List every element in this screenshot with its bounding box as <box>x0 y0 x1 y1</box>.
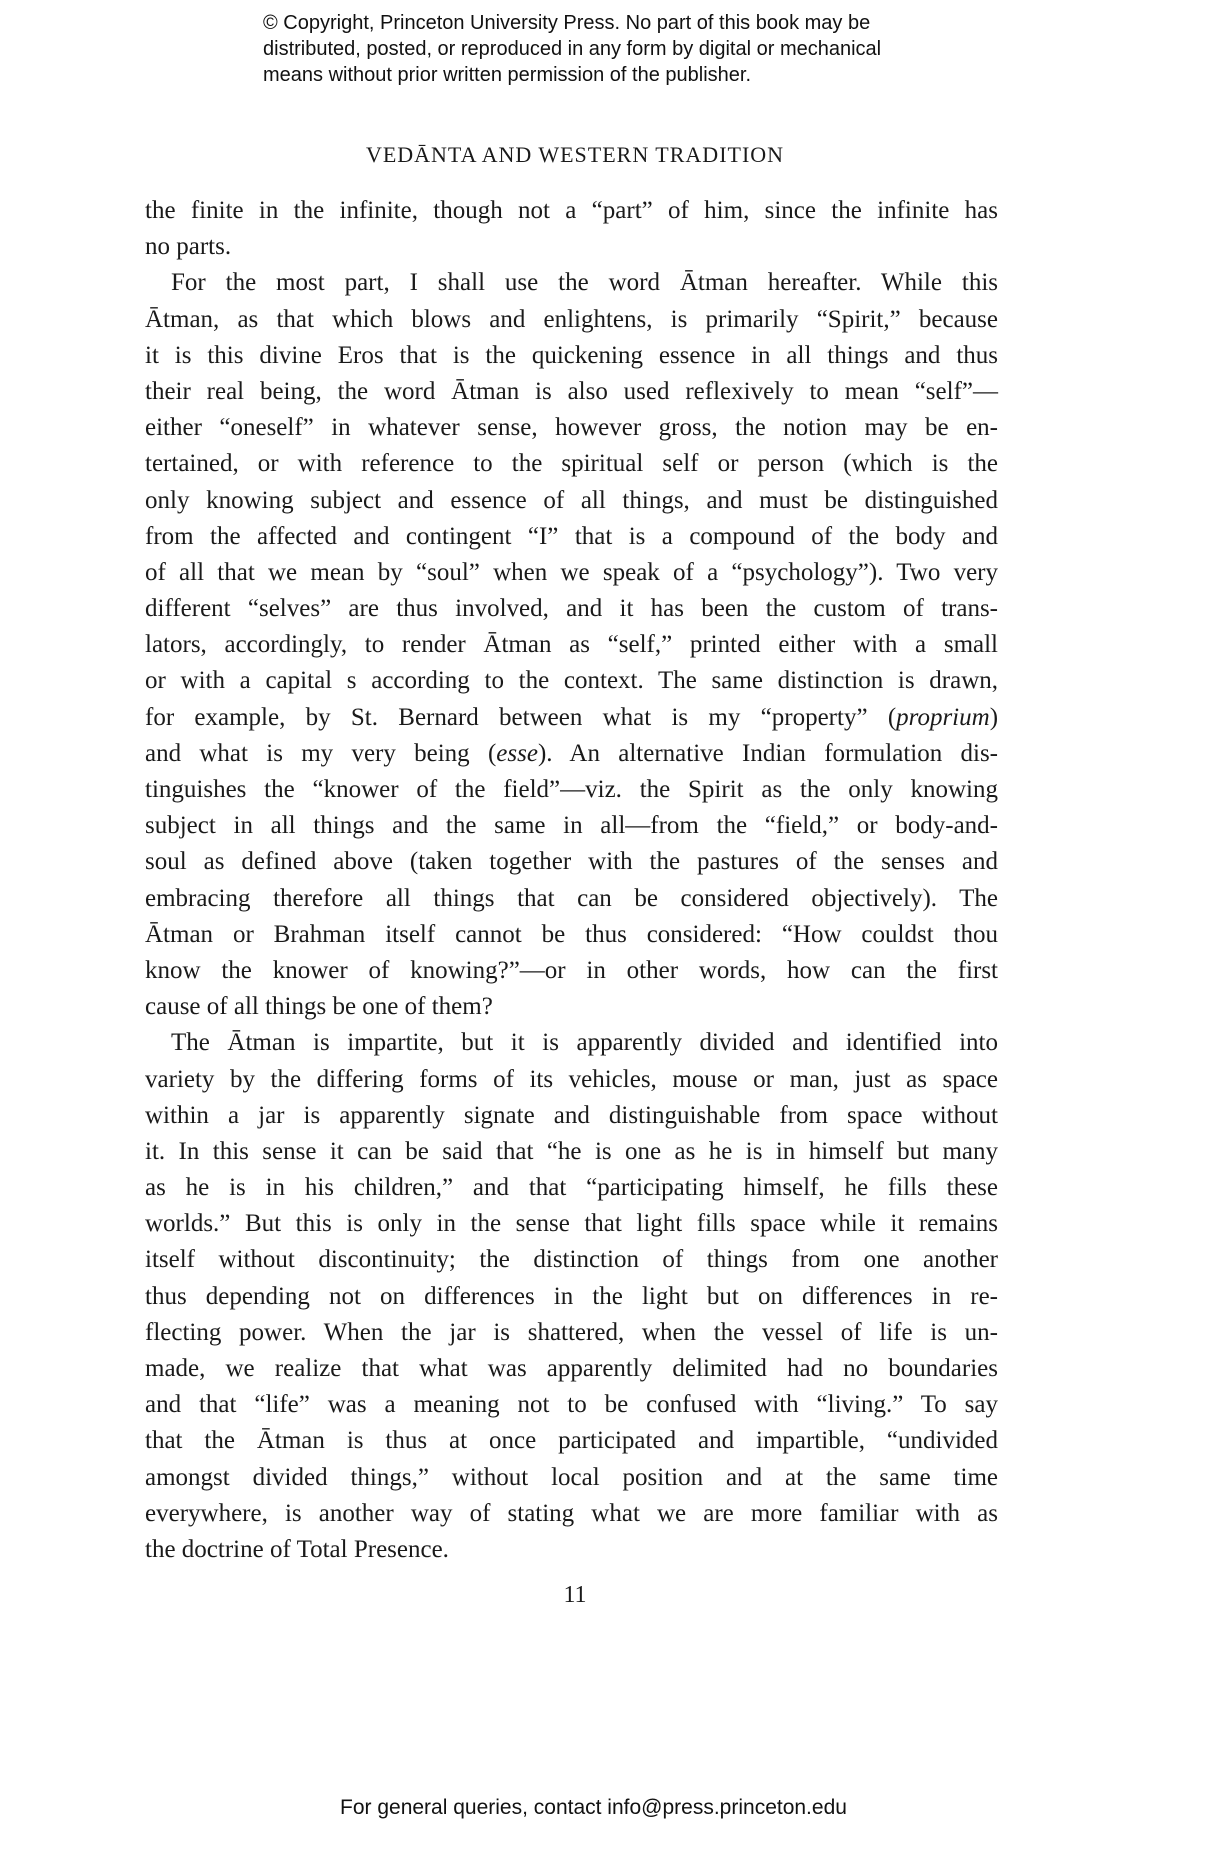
text-line: as he is in his children,” and that “participating himself, he fills these <box>145 1174 998 1202</box>
text-line: subject in all things and the same in all—from the “field,” or body-and- <box>145 812 998 840</box>
copyright-line-3: means without prior written permission of the publisher. <box>263 64 752 86</box>
text-line: it. In this sense it can be said that “he is one as he is in himself but many <box>145 1137 998 1165</box>
text-segment: ) <box>989 703 999 731</box>
text-line: flecting power. When the jar is shattered, when the vessel of life is un- <box>145 1318 998 1346</box>
text-line: For the most part, I shall use the word Ātman hereafter. While this <box>171 269 998 297</box>
text-line: from the affected and contingent “I” that is a compound of the body and <box>145 522 998 550</box>
text-line: the finite in the infinite, though not a “part” of him, since the infinite has <box>145 197 998 224</box>
text-line: Ātman or Brahman itself cannot be thus considered: “How couldst thou <box>145 920 998 948</box>
italic-term-proprium: proprium <box>896 703 990 731</box>
text-line <box>145 736 998 772</box>
text-line: itself without discontinuity; the distinction of things from one another <box>145 1246 998 1274</box>
text-line: their real being, the word Ātman is also used reflexively to mean “self”— <box>145 377 998 405</box>
text-line: different “selves” are thus involved, and it has been the custom of trans- <box>145 595 998 623</box>
copyright-notice <box>263 10 983 88</box>
text-segment: and what is my very being ( <box>145 739 497 767</box>
text-line: know the knower of knowing?”—or in other words, how can the first <box>145 956 998 984</box>
italic-term-esse: esse <box>496 739 538 767</box>
text-segment: ). An alternative Indian formulation dis- <box>537 739 998 767</box>
text-line: lators, accordingly, to render Ātman as “self,” printed either with a small <box>145 631 998 659</box>
text-line: soul as defined above (taken together with the pastures of the senses and <box>145 848 998 876</box>
text-line: cause of all things be one of them? <box>145 993 493 1021</box>
text-line: worlds.” But this is only in the sense that light fills space while it remains <box>145 1210 998 1238</box>
text-segment: for example, by St. Bernard between what is my “property” <box>145 703 868 731</box>
text-line: everywhere, is another way of stating what we are more familiar with as <box>145 1499 998 1527</box>
text-line: and that “life” was a meaning not to be confused with “living.” To say <box>145 1391 998 1419</box>
text-line: it is this divine Eros that is the quickening essence in all things and thus <box>145 341 998 369</box>
running-head: VEDĀNTA AND WESTERN TRADITION <box>365 142 785 167</box>
text-line: thus depending not on differences in the light but on differences in re- <box>145 1282 998 1310</box>
text-line: that the Ātman is thus at once participated and impartible, “undivided <box>145 1427 998 1455</box>
page-number: 11 <box>563 1582 587 1608</box>
text-line: or with a capital s according to the context. The same distinction is drawn, <box>145 667 998 695</box>
text-line: variety by the differing forms of its vehicles, mouse or man, just as space <box>145 1065 998 1093</box>
text-line: only knowing subject and essence of all things, and must be distinguished <box>145 486 998 514</box>
footer-contact: For general queries, contact info@press.princeton.edu <box>340 1796 847 1819</box>
text-line: the doctrine of Total Presence. <box>145 1535 449 1563</box>
text-line: either “oneself” in whatever sense, however gross, the notion may be en- <box>145 414 998 442</box>
text-line: The Ātman is impartite, but it is apparently divided and identified into <box>171 1029 998 1057</box>
copyright-line-2: distributed, posted, or reproduced in any form by digital or mechanical <box>263 38 882 60</box>
text-line: amongst divided things,” without local position and at the same time <box>145 1463 998 1491</box>
text-line: of all that we mean by “soul” when we speak of a “psychology”). Two very <box>145 558 998 586</box>
body-text <box>145 193 998 1568</box>
text-line: within a jar is apparently signate and distinguishable from space without <box>145 1101 998 1129</box>
text-line: tinguishes the “knower of the field”—viz. the Spirit as the only knowing <box>145 776 998 803</box>
text-line: for example, by St. Bernard between what is my “property” (proprium) <box>145 703 999 731</box>
text-line: no parts. <box>145 233 232 261</box>
text-line: Ātman, as that which blows and enlightens, is primarily “Spirit,” because <box>145 305 998 333</box>
text-line: embracing therefore all things that can be considered objectively). The <box>145 884 998 912</box>
text-line: made, we realize that what was apparently delimited had no boundaries <box>145 1355 998 1382</box>
text-line: tertained, or with reference to the spiritual self or person (which is the <box>145 450 998 478</box>
copyright-line-1: © Copyright, Princeton University Press. No part of this book may be <box>263 12 871 34</box>
